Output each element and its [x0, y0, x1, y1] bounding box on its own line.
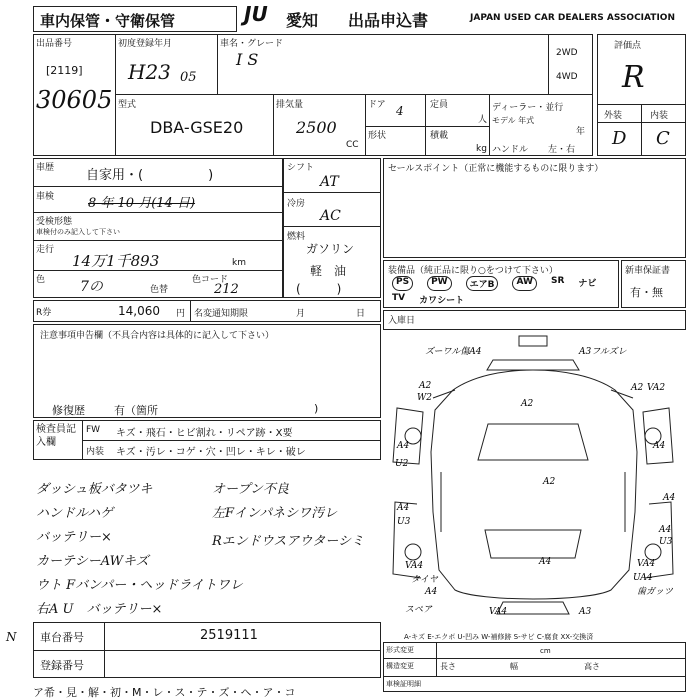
handle-options: 左・右	[548, 145, 576, 155]
damage-annotation-21: A4	[659, 525, 672, 535]
mileage-unit: km	[232, 258, 246, 268]
lot-number-label: 出品番号	[36, 39, 73, 49]
evaluation-title: 評価点	[614, 41, 642, 51]
damage-legend: A-キズ E-エクボ U-凹み W-補修跡 S-サビ C-腐食 XX-交換済	[404, 633, 594, 641]
height-label: 高さ	[584, 662, 600, 671]
fw-value: キズ・飛石・ヒビ割れ・リペア跡・X要	[116, 428, 293, 439]
damage-annotation-6: A2	[631, 383, 644, 393]
length-label: 長さ	[440, 662, 456, 671]
damage-annotation-4: A2	[521, 399, 534, 409]
arrival-label: 入庫日	[388, 316, 416, 326]
name-change-month: 月	[296, 309, 306, 319]
load-label: 積載	[430, 131, 449, 141]
stamp-row: ア希・見・解・初・M・レ・ス・テ・ズ・ヘ・ア・コ	[33, 686, 296, 699]
color-value: 7の	[80, 279, 103, 295]
recycle-unit: 円	[176, 309, 186, 319]
capacity-unit: 人	[478, 115, 488, 125]
sales-title: セールスポイント（正常に機能するものに限ります）	[388, 164, 604, 174]
equipment-aw: AW	[512, 276, 537, 291]
dealer-label: ディーラー・並行	[492, 103, 564, 113]
damage-annotation-1: ズーワル傷A4	[425, 347, 482, 357]
ac-value: AC	[320, 208, 341, 224]
color-change-label: 色替	[150, 285, 169, 295]
damage-annotation-14: A4	[663, 493, 676, 503]
equipment-title: 装備品（純正品に限り○をつけて下さい）	[388, 266, 558, 276]
damage-annotation-17: VA4	[637, 559, 656, 569]
arrival-block	[383, 310, 686, 330]
ac-label: 冷房	[287, 199, 306, 209]
damage-annotation-23: タイヤ	[411, 575, 438, 585]
fw-label: FW	[86, 425, 101, 435]
drive-2wd: 2WD	[556, 48, 578, 58]
damage-annotation-10: A4	[653, 441, 666, 451]
note-line-1: ダッシュ板バタツキ	[36, 482, 153, 497]
drive-4wd: 4WD	[556, 72, 578, 82]
equipment-ps: PS	[392, 276, 413, 291]
shift-value: AT	[320, 174, 339, 190]
inspector-interior-label: 内装	[86, 447, 105, 457]
damage-annotation-19: VA4	[489, 607, 508, 617]
inspection-method-note: 車検付のみ記入して下さい	[36, 228, 120, 236]
storage-label: 車内保管・守衛保管	[33, 6, 237, 32]
interior-score: C	[656, 128, 670, 149]
inspector-interior-value: キズ・汚レ・コゲ・穴・凹レ・キレ・破レ	[116, 447, 306, 458]
chassis-number: 2519111	[200, 628, 258, 643]
shape-label: 形状	[368, 131, 387, 141]
note-line-2: ハンドルハゲ	[36, 506, 114, 521]
notes-title: 注意事項申告欄（不具合内容は具体的に記入して下さい）	[40, 331, 275, 341]
note-line-3: バッテリー×	[36, 530, 112, 545]
load-unit: kg	[476, 144, 487, 154]
damage-annotation-9: U2	[395, 459, 409, 469]
chassis-number-label: 車台番号	[40, 631, 84, 644]
damage-annotation-8: A4	[397, 441, 410, 451]
name-change-day: 日	[356, 309, 366, 319]
door-label: ドア	[368, 100, 386, 110]
note-line-4: カーテシーAWキズ	[36, 554, 149, 569]
reg-month: 05	[180, 70, 197, 85]
chassis-detail-label: 車検証明細	[386, 680, 421, 688]
guarantee-label: 新車保証書	[625, 266, 671, 276]
color-code-value: 212	[214, 282, 239, 297]
cc-unit: CC	[346, 140, 359, 150]
damage-annotation-18: スペア	[405, 605, 433, 615]
repair-history-close: )	[314, 402, 319, 415]
note-right-2: 左Fインパネシワ汚レ	[212, 506, 338, 521]
repair-history-label: 修復歴	[52, 404, 85, 417]
note-line-6: 右A U バッテリー×	[36, 602, 163, 617]
name-change-label: 名変通知期限	[194, 309, 249, 319]
ju-logo: JU	[244, 2, 268, 26]
color-code-label: 色コード	[192, 275, 229, 285]
shape-change-label: 形式変更	[386, 646, 414, 654]
assoc-name: JAPAN USED CAR DEALERS ASSOCIATION	[470, 13, 675, 23]
plate-number-label: 登録番号	[40, 659, 84, 672]
repair-history-value: 有（箇所	[114, 404, 158, 417]
recycle-amount: 14,060	[118, 304, 160, 318]
car-diagram	[383, 332, 686, 628]
cm-unit: cm	[540, 647, 551, 655]
equipment-navi: ナビ	[578, 279, 597, 289]
recycle-label: R券	[36, 308, 52, 318]
history-value: 自家用・( )	[86, 168, 214, 183]
fuel-value-gasoline: ガソリン	[306, 242, 355, 256]
damage-annotation-13: U3	[397, 517, 411, 527]
reg-era-year: H23	[128, 60, 171, 84]
damage-annotation-5: W2	[417, 393, 432, 403]
guarantee-value: 有・無	[630, 286, 663, 299]
model-type-label: 型式	[118, 100, 137, 110]
form-title: 出品申込書	[348, 11, 429, 30]
capacity-label: 定員	[430, 100, 449, 110]
fuel-label: 燃料	[287, 232, 306, 242]
color-label: 色	[36, 275, 46, 285]
evaluation-score: R	[622, 60, 645, 95]
handle-label: ハンドル	[492, 145, 529, 155]
displacement-label: 排気量	[276, 100, 304, 110]
mileage-label: 走行	[36, 245, 55, 255]
exterior-label: 外装	[604, 111, 623, 121]
top-block	[33, 34, 593, 156]
model-year-label: モデル 年式	[492, 116, 535, 125]
fuel-value-diesel: 軽 油	[310, 264, 347, 278]
damage-annotation-25: UA4	[633, 573, 653, 583]
damage-annotation-16: VA4	[405, 561, 424, 571]
equipment-tv: TV	[392, 293, 406, 303]
org-label: 愛知	[286, 11, 319, 30]
model-year-unit: 年	[576, 127, 586, 137]
note-right-1: オープン不良	[212, 482, 289, 497]
history-label: 車歴	[36, 163, 55, 173]
door-value: 4	[396, 104, 404, 118]
lot-number: 30605	[36, 86, 113, 114]
damage-annotation-7: VA2	[647, 383, 666, 393]
damage-annotation-2: A3フルズレ	[579, 347, 627, 357]
equipment-power-seat: カワシート	[419, 296, 465, 306]
inspection-label: 車検	[36, 192, 55, 202]
width-label: 幅	[510, 662, 518, 671]
shift-label: シフト	[287, 163, 315, 173]
model-type: DBA-GSE20	[150, 118, 244, 137]
damage-annotation-12: A4	[397, 503, 410, 513]
equipment-airbag: エアB	[466, 276, 499, 291]
equipment-items	[392, 276, 612, 306]
equipment-sr: SR	[550, 276, 565, 286]
note-line-5: ウト Fバンパー・ヘッドライトワレ	[36, 578, 243, 593]
damage-annotation-3: A2	[419, 381, 432, 391]
model-name: I S	[236, 50, 259, 69]
displacement-value: 2500	[296, 118, 337, 137]
damage-annotation-26: 歯ガッツ	[637, 587, 673, 597]
damage-annotation-11: A2	[543, 477, 556, 487]
exterior-score: D	[612, 128, 627, 149]
model-name-label: 車名・グレード	[220, 39, 284, 49]
structure-change-label: 構造変更	[386, 662, 414, 670]
inspection-method-label: 受検形態	[36, 217, 73, 227]
mileage-value: 14万1千893	[72, 252, 160, 270]
damage-annotation-15: A4	[539, 557, 552, 567]
inspector-label: 検査員記入欄	[36, 424, 76, 448]
fuel-value-other: ( )	[296, 282, 342, 296]
inspection-value: 8 年 10 月(14 日)	[88, 196, 196, 211]
note-right-3: Rエンドウスアウターシミ	[212, 534, 365, 549]
dimension-block	[383, 642, 686, 692]
first-reg-label: 初度登録年月	[118, 39, 173, 49]
damage-annotation-24: A4	[425, 587, 438, 597]
damage-annotation-22: U3	[659, 537, 673, 547]
equipment-pw: PW	[427, 276, 452, 291]
margin-mark: N	[6, 630, 17, 644]
lot-bracket-number: [2119]	[46, 64, 83, 77]
damage-annotation-20: A3	[579, 607, 592, 617]
interior-label: 内装	[650, 111, 669, 121]
